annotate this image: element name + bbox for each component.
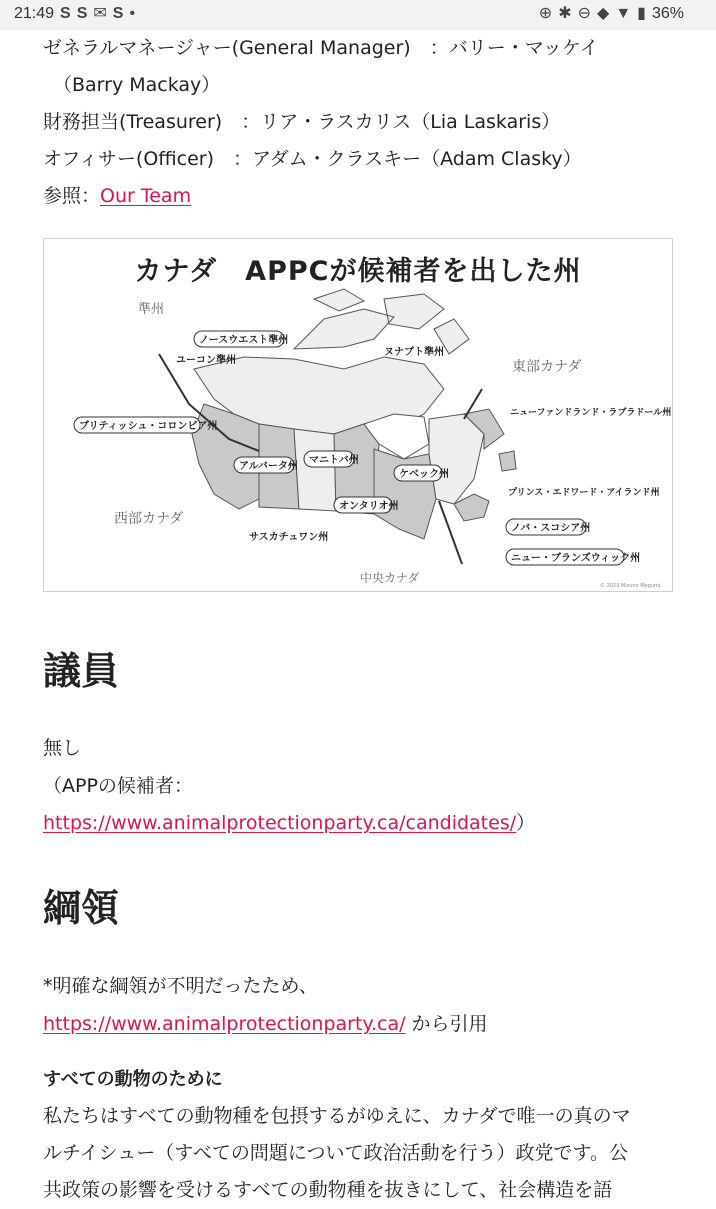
reference-label: 参照： xyxy=(43,185,101,207)
map-title: カナダ APPCが候補者を出した州 xyxy=(134,256,582,287)
reference-line xyxy=(43,178,683,215)
label-central: 中央カナダ xyxy=(360,571,420,585)
platform-source-link[interactable]: https://www.animalprotectionparty.ca/ xyxy=(43,1013,406,1035)
label-box-ns xyxy=(506,519,590,535)
label-box-ontario xyxy=(334,497,399,513)
members-heading: 議員 xyxy=(43,649,120,693)
our-team-link[interactable]: Our Team xyxy=(100,185,192,207)
svg-text:アルバータ州: アルバータ州 xyxy=(239,461,298,472)
platform-body-1: 私たちはすべての動物種を包摂するがゆえに、カナダで唯一の真のマ xyxy=(43,1105,631,1127)
platform-source-suffix: から引用 xyxy=(405,1013,488,1035)
label-box-nw xyxy=(194,331,288,347)
gm-line-cont: （Barry Mackay） xyxy=(53,74,221,96)
svg-text:ノバ・スコシア州: ノバ・スコシア州 xyxy=(511,523,591,534)
label-western: 西部カナダ xyxy=(114,511,184,527)
candidates-close: ） xyxy=(516,812,536,834)
platform-heading: 綱領 xyxy=(43,886,120,930)
signal-icon: ◆ xyxy=(597,5,610,22)
dnd-icon: ⊖ xyxy=(577,5,591,22)
mail-icon: ✉ xyxy=(93,5,107,22)
candidates-label: （APPの候補者： xyxy=(43,775,193,797)
data-saver-icon: ⊕ xyxy=(538,5,553,22)
label-yukon: ユーコン準州 xyxy=(176,355,236,366)
notification-s-icon: S xyxy=(112,5,124,22)
label-sask: サスカチュワン州 xyxy=(249,532,329,543)
notification-s-icon: S xyxy=(60,5,71,22)
label-box-bc xyxy=(74,417,217,433)
label-nl: ニューファンドランド・ラブラドール州 xyxy=(510,408,672,418)
platform-note: *明確な綱領が不明だったため、 xyxy=(43,975,318,997)
team-section xyxy=(43,30,683,215)
canada-map-svg xyxy=(44,239,672,591)
label-territories: 準州 xyxy=(138,302,165,317)
arctic-islands xyxy=(294,289,469,354)
svg-text:ケベック州: ケベック州 xyxy=(399,469,449,480)
more-notifications-icon: • xyxy=(129,5,136,22)
svg-text:マニトバ州: マニトバ州 xyxy=(309,455,359,466)
platform-body-2: ルチイシュー（すべての問題について政治活動を行う）政党です。公 xyxy=(43,1142,629,1164)
wifi-icon: ▼ xyxy=(615,5,632,22)
map-copyright: © 2023 Mizuno Megumi xyxy=(600,583,661,589)
svg-text:オンタリオ州: オンタリオ州 xyxy=(339,501,399,512)
canada-map-figure xyxy=(43,238,673,592)
label-pei: プリンス・エドワード・アイランド州 xyxy=(508,488,660,498)
label-box-nb xyxy=(506,549,640,565)
platform-body-3: 共政策の影響を受けるすべての動物種を抜きにして、社会構造を語 xyxy=(43,1179,613,1201)
treasurer-line: 財務担当(Treasurer) ：リア・ラスカリス（Lia Laskaris） xyxy=(43,111,561,133)
battery-percent: 36% xyxy=(651,5,684,22)
label-box-alberta xyxy=(234,457,298,473)
ontario-region xyxy=(374,449,436,539)
battery-icon: ▮ xyxy=(637,5,646,22)
bluetooth-icon: ✱ xyxy=(558,5,572,22)
candidates-line xyxy=(43,805,535,842)
svg-text:ブリティッシュ・コロンビア州: ブリティッシュ・コロンビア州 xyxy=(79,421,218,432)
platform-source-line xyxy=(43,1006,488,1043)
label-box-manitoba xyxy=(304,451,359,467)
clock: 21:49 xyxy=(14,5,55,22)
label-eastern: 東部カナダ xyxy=(512,359,582,375)
quebec-region xyxy=(429,414,484,504)
candidates-link[interactable]: https://www.animalprotectionparty.ca/candidates/ xyxy=(43,812,517,834)
label-nunavut: ヌナブト準州 xyxy=(384,347,444,358)
sask-region xyxy=(294,429,336,511)
notification-s-icon: S xyxy=(76,5,88,22)
svg-text:ノースウエスト準州: ノースウエスト準州 xyxy=(199,335,289,346)
members-none: 無し xyxy=(43,737,82,759)
svg-text:ニュー・ブランズウィック州: ニュー・ブランズウィック州 xyxy=(511,553,641,564)
status-bar xyxy=(0,0,716,30)
officer-line: オフィサー(Officer) ：アダム・クラスキー（Adam Clasky） xyxy=(43,148,582,170)
gm-line: ゼネラルマネージャー(General Manager) ：バリー・マッケイ xyxy=(43,37,599,59)
platform-subheading: すべての動物のために xyxy=(43,1069,223,1090)
